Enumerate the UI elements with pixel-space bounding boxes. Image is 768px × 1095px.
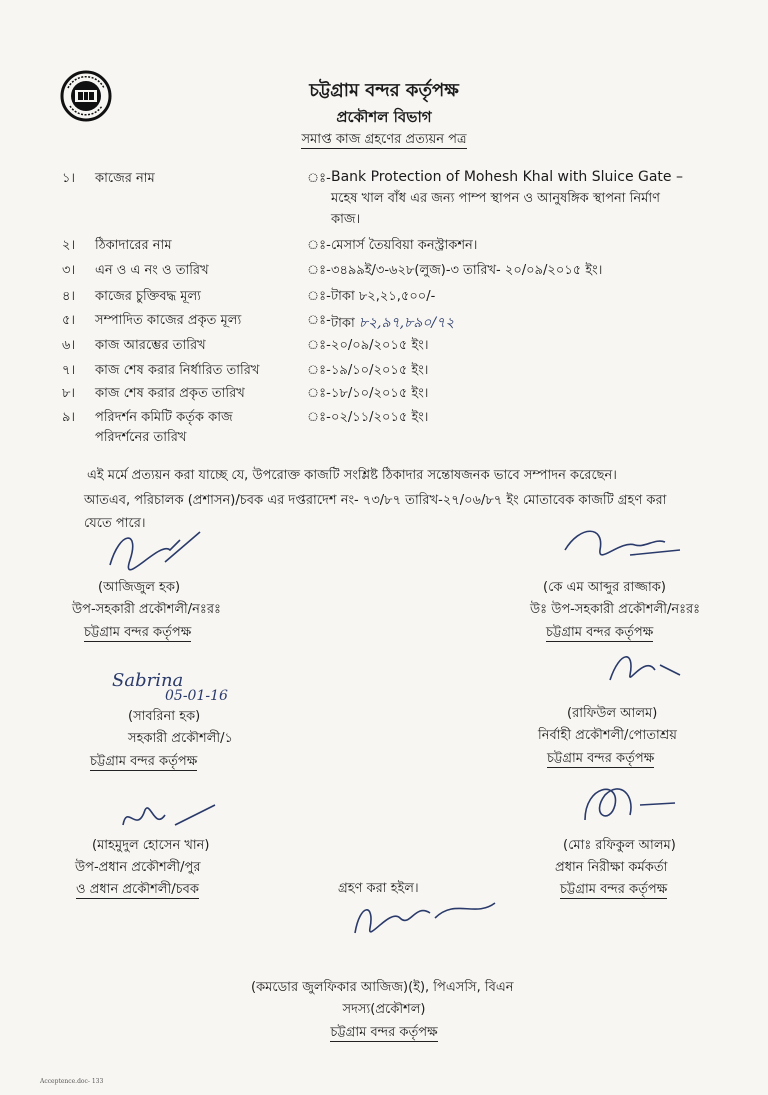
- org-title: চট্টগ্রাম বন্দর কর্তৃপক্ষ: [309, 80, 459, 101]
- signatory-razzak-designation: উঃ উপ-সহকারী প্রকৌশলী/নঃরঃ: [530, 602, 701, 617]
- item-value: ২০/০৯/২০১৫ ইং।: [331, 338, 429, 353]
- signatory-mahmudul-org: ও প্রধান প্রকৌশলী/চবক: [76, 882, 199, 897]
- accepted-note: গ্রহণ করা হইল।: [338, 881, 419, 896]
- signatory-rafiqul-designation: প্রধান নিরীক্ষা কর্মকর্তা: [555, 860, 668, 875]
- item-label-line2: পরিদর্শনের তারিখ: [95, 430, 187, 445]
- item-number: ২।: [62, 238, 76, 253]
- signatory-sabrina-designation: সহকারী প্রকৌশলী/১: [128, 731, 233, 746]
- item-separator: ঃ-: [307, 238, 331, 253]
- certification-line-3: যেতে পারে।: [84, 516, 146, 531]
- task-name-english: Bank Protection of Mohesh Khal with Sluice Gate –: [331, 169, 683, 185]
- item-label: কাজ আরম্ভের তারিখ: [95, 338, 206, 353]
- signatory-sabrina-org: চট্টগ্রাম বন্দর কর্তৃপক্ষ: [90, 754, 198, 769]
- handwritten-sabrina-date: 05-01-16: [165, 688, 228, 704]
- signatory-rafiqul-name: (মোঃ রফিকুল আলম): [563, 838, 676, 853]
- signatory-rafiul-designation: নির্বাহী প্রকৌশলী/পোতাশ্রয়: [538, 728, 677, 743]
- signatory-razzak-org: চট্টগ্রাম বন্দর কর্তৃপক্ষ: [546, 625, 654, 640]
- task-name-bangla-line2: কাজ।: [331, 212, 361, 227]
- signature-aziz: [100, 520, 210, 580]
- item-number: ৩।: [62, 263, 76, 278]
- handwritten-sabrina: Sabrina: [112, 670, 184, 691]
- signature-rafiqul: [575, 775, 685, 835]
- item-value: ১৮/১০/২০১৫ ইং।: [331, 386, 429, 401]
- item-separator: ঃ-: [307, 313, 331, 328]
- item-label: কাজের নাম: [95, 171, 155, 186]
- item-value: [331, 311, 454, 335]
- signatory-rafiul-name: (রাফিউল আলম): [567, 706, 658, 721]
- item-separator: ঃ-: [307, 363, 331, 378]
- signature-razzak: [560, 520, 690, 570]
- task-name-bangla-line1: মহেষ খাল বাঁধ এর জন্য পাম্প স্থাপন ও আনুষঙ্গিক স্থাপনা নির্মাণ: [331, 191, 661, 206]
- document-heading: সমাপ্ত কাজ গ্রহণের প্রত্যয়ন পত্র: [301, 132, 467, 147]
- signature-rafiul: [600, 645, 690, 690]
- final-signatory-org: চট্টগ্রাম বন্দর কর্তৃপক্ষ: [330, 1025, 438, 1040]
- signatory-aziz-org: চট্টগ্রাম বন্দর কর্তৃপক্ষ: [84, 625, 192, 640]
- signature-mahmudul: [115, 795, 225, 840]
- signatory-rafiqul-org: চট্টগ্রাম বন্দর কর্তৃপক্ষ: [560, 882, 668, 897]
- item-separator: ঃ-: [307, 338, 331, 353]
- item-label: কাজ শেষ করার নির্ধারিত তারিখ: [95, 363, 260, 378]
- value-prefix: টাকা: [331, 316, 355, 331]
- item-separator: ঃ-: [307, 410, 331, 425]
- department-title: প্রকৌশল বিভাগ: [336, 108, 432, 126]
- item-number: ৫।: [62, 313, 76, 328]
- signatory-rafiul-org: চট্টগ্রাম বন্দর কর্তৃপক্ষ: [547, 751, 655, 766]
- item-number: ৯।: [62, 410, 76, 425]
- item-label: পরিদর্শন কমিটি কর্তৃক কাজ: [95, 410, 233, 425]
- item-value: ০২/১১/২০১৫ ইং।: [331, 410, 429, 425]
- item-value: টাকা ৮২,২১,৫০০/-: [331, 289, 436, 304]
- signatory-mahmudul-designation: উপ-প্রধান প্রকৌশলী/পুর: [75, 860, 201, 875]
- signatory-sabrina-name: (সাবরিনা হক): [128, 709, 201, 724]
- signatory-aziz-name: (আজিজুল হক): [98, 580, 181, 595]
- item-number: ৮।: [62, 386, 76, 401]
- final-signatory-name: (কমডোর জুলফিকার আজিজ)(ই), পিএসসি, বিএন: [251, 980, 514, 995]
- item-label: সম্পাদিত কাজের প্রকৃত মূল্য: [95, 313, 242, 328]
- final-signatory-designation: সদস্য(প্রকৌশল): [342, 1002, 426, 1017]
- item-number: ৭।: [62, 363, 76, 378]
- signatory-mahmudul-name: (মাহমুদুল হোসেন খান): [92, 838, 210, 853]
- certification-line-2: আতএব, পরিচালক (প্রশাসন)/চবক এর দপ্তরাদেশ নং- ৭৩/৮৭ তারিখ-২৭/০৬/৮৭ ইং মোতাবেক কাজটি গ্রহণ করা: [84, 493, 667, 508]
- item-number: ৪।: [62, 289, 76, 304]
- item-label: এন ও এ নং ও তারিখ: [95, 263, 209, 278]
- item-value: মেসার্স তৈয়বিয়া কনস্ট্রাকশন।: [331, 238, 478, 253]
- item-value: ১৯/১০/২০১৫ ইং।: [331, 363, 429, 378]
- signatory-aziz-designation: উপ-সহকারী প্রকৌশলী/নঃরঃ: [72, 602, 221, 617]
- signatory-razzak-name: (কে এম আব্দুর রাজ্জাক): [543, 580, 666, 595]
- item-separator: ঃ-: [307, 171, 331, 186]
- item-number: ৬।: [62, 338, 76, 353]
- item-separator: ঃ-: [307, 263, 331, 278]
- item-label: কাজ শেষ করার প্রকৃত তারিখ: [95, 386, 245, 401]
- handwritten-amount: ৮২,৯৭,৮৯০/৭২: [358, 315, 455, 331]
- file-reference: Acceptence.doc- 133: [40, 1078, 104, 1085]
- item-separator: ঃ-: [307, 289, 331, 304]
- item-value: ৩৪৯৯ই/৩-৬২৮(লুজ)-৩ তারিখ- ২০/০৯/২০১৫ ইং।: [331, 263, 603, 278]
- certification-line-1: এই মর্মে প্রত্যয়ন করা যাচ্ছে যে, উপরোক্ত কাজটি সংশ্লিষ্ট ঠিকাদার সন্তোষজনক ভাবে সম্পাদন করেছেন।: [87, 468, 617, 483]
- item-number: ১।: [62, 171, 76, 186]
- item-label: কাজের চুক্তিবদ্ধ মূল্য: [95, 289, 201, 304]
- item-label: ঠিকাদারের নাম: [95, 238, 172, 253]
- item-separator: ঃ-: [307, 386, 331, 401]
